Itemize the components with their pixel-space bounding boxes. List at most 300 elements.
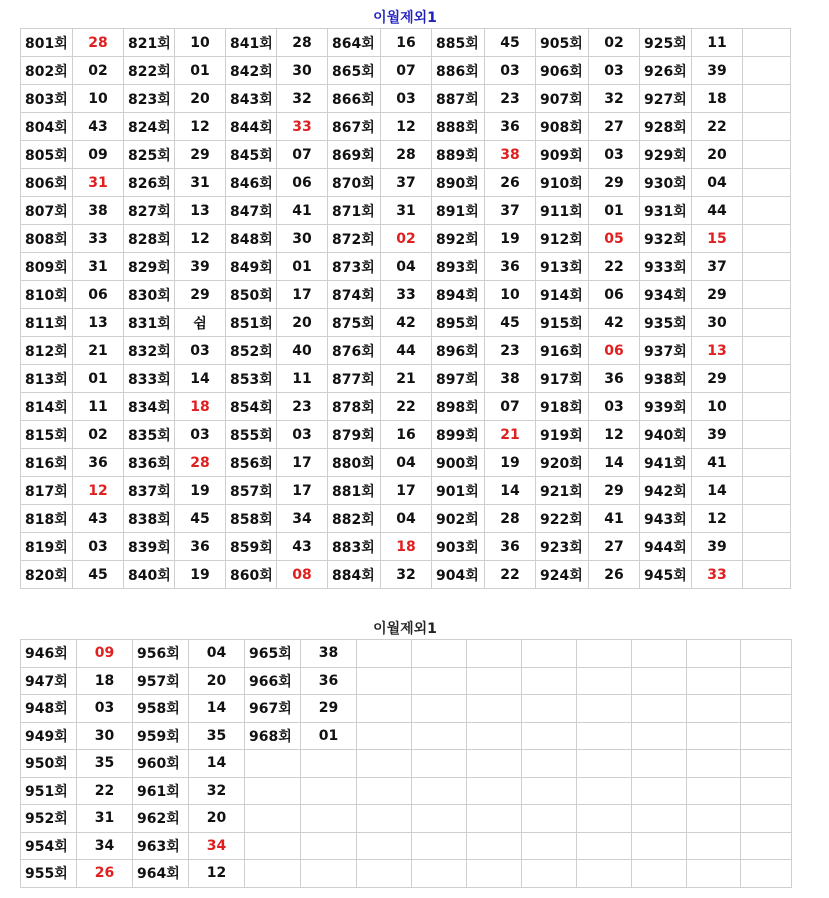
empty-cell <box>743 141 791 169</box>
round-number: 38 <box>485 141 536 169</box>
round-label: 827회 <box>124 197 175 225</box>
round-label: 948회 <box>21 695 77 723</box>
round-number: 13 <box>175 197 226 225</box>
round-label: 960회 <box>133 750 189 778</box>
round-number: 45 <box>73 561 124 589</box>
empty-cell <box>412 805 467 833</box>
round-number: 06 <box>589 281 640 309</box>
round-label: 917회 <box>536 365 589 393</box>
round-label: 932회 <box>640 225 692 253</box>
round-label: 958회 <box>133 695 189 723</box>
empty-cell <box>743 113 791 141</box>
round-label: 885회 <box>432 29 485 57</box>
empty-cell <box>467 695 522 723</box>
empty-cell <box>467 777 522 805</box>
empty-cell <box>632 640 687 668</box>
empty-cell <box>687 805 741 833</box>
round-number: 06 <box>589 337 640 365</box>
round-number: 10 <box>73 85 124 113</box>
round-number: 12 <box>381 113 432 141</box>
table-row <box>21 337 791 365</box>
round-label: 874회 <box>328 281 381 309</box>
empty-cell <box>467 860 522 888</box>
round-label: 954회 <box>21 832 77 860</box>
table-row <box>21 141 791 169</box>
round-number: 35 <box>77 750 133 778</box>
empty-cell <box>743 337 791 365</box>
round-number: 37 <box>485 197 536 225</box>
round-number: 38 <box>485 365 536 393</box>
round-number: 22 <box>77 777 133 805</box>
empty-cell <box>412 777 467 805</box>
round-label: 817회 <box>21 477 73 505</box>
round-number: 28 <box>381 141 432 169</box>
round-number: 22 <box>589 253 640 281</box>
round-number: 09 <box>77 640 133 668</box>
round-label: 909회 <box>536 141 589 169</box>
round-label: 867회 <box>328 113 381 141</box>
round-number: 29 <box>175 141 226 169</box>
round-label: 911회 <box>536 197 589 225</box>
round-number: 26 <box>77 860 133 888</box>
round-number: 10 <box>692 393 743 421</box>
round-number: 36 <box>485 533 536 561</box>
round-number: 19 <box>175 477 226 505</box>
round-label: 916회 <box>536 337 589 365</box>
empty-cell <box>632 805 687 833</box>
round-number: 02 <box>73 57 124 85</box>
round-number: 11 <box>277 365 328 393</box>
round-label: 891회 <box>432 197 485 225</box>
empty-cell <box>522 640 577 668</box>
round-label: 900회 <box>432 449 485 477</box>
round-label: 965회 <box>245 640 301 668</box>
round-number: 03 <box>381 85 432 113</box>
round-number: 06 <box>73 281 124 309</box>
round-number: 23 <box>277 393 328 421</box>
round-label: 894회 <box>432 281 485 309</box>
round-label: 849회 <box>226 253 277 281</box>
round-label: 835회 <box>124 421 175 449</box>
round-label: 807회 <box>21 197 73 225</box>
round-label: 933회 <box>640 253 692 281</box>
round-label: 941회 <box>640 449 692 477</box>
round-number: 28 <box>175 449 226 477</box>
round-label: 831회 <box>124 309 175 337</box>
empty-cell <box>522 805 577 833</box>
round-label: 806회 <box>21 169 73 197</box>
round-label: 829회 <box>124 253 175 281</box>
table-row <box>21 477 791 505</box>
empty-cell <box>743 477 791 505</box>
round-number: 20 <box>175 85 226 113</box>
empty-cell <box>743 309 791 337</box>
empty-cell <box>522 777 577 805</box>
round-number: 12 <box>189 860 245 888</box>
round-number: 02 <box>73 421 124 449</box>
round-number: 45 <box>485 29 536 57</box>
empty-cell <box>577 695 632 723</box>
round-label: 919회 <box>536 421 589 449</box>
round-number: 13 <box>692 337 743 365</box>
round-label: 942회 <box>640 477 692 505</box>
empty-cell <box>467 750 522 778</box>
round-label: 825회 <box>124 141 175 169</box>
round-label: 914회 <box>536 281 589 309</box>
round-label: 944회 <box>640 533 692 561</box>
round-label: 802회 <box>21 57 73 85</box>
round-number: 20 <box>277 309 328 337</box>
round-number: 22 <box>692 113 743 141</box>
round-number: 41 <box>692 449 743 477</box>
round-number: 26 <box>485 169 536 197</box>
round-number: 21 <box>381 365 432 393</box>
table-row <box>21 533 791 561</box>
round-number: 03 <box>589 141 640 169</box>
round-number: 19 <box>485 225 536 253</box>
empty-cell <box>743 169 791 197</box>
round-label: 812회 <box>21 337 73 365</box>
round-number: 43 <box>73 505 124 533</box>
round-label: 892회 <box>432 225 485 253</box>
empty-cell <box>522 832 577 860</box>
empty-cell <box>743 253 791 281</box>
round-label: 931회 <box>640 197 692 225</box>
table-row <box>21 393 791 421</box>
round-number: 23 <box>485 337 536 365</box>
round-number: 42 <box>589 309 640 337</box>
round-number: 33 <box>692 561 743 589</box>
empty-cell <box>743 281 791 309</box>
round-label: 924회 <box>536 561 589 589</box>
round-label: 826회 <box>124 169 175 197</box>
round-number: 18 <box>77 667 133 695</box>
round-label: 810회 <box>21 281 73 309</box>
round-label: 952회 <box>21 805 77 833</box>
round-number: 38 <box>301 640 357 668</box>
round-label: 946회 <box>21 640 77 668</box>
round-number: 20 <box>189 667 245 695</box>
empty-cell <box>357 695 412 723</box>
round-number: 30 <box>277 57 328 85</box>
round-number: 32 <box>381 561 432 589</box>
round-number <box>301 777 357 805</box>
table-row <box>21 365 791 393</box>
round-label: 828회 <box>124 225 175 253</box>
table-row <box>21 505 791 533</box>
round-number: 16 <box>381 421 432 449</box>
empty-cell <box>687 750 741 778</box>
round-label: 858회 <box>226 505 277 533</box>
round-label: 809회 <box>21 253 73 281</box>
round-number: 42 <box>381 309 432 337</box>
round-label: 820회 <box>21 561 73 589</box>
empty-cell <box>687 695 741 723</box>
round-number: 37 <box>381 169 432 197</box>
round-label: 856회 <box>226 449 277 477</box>
round-label: 823회 <box>124 85 175 113</box>
round-table-bottom <box>20 639 792 888</box>
round-number: 12 <box>589 421 640 449</box>
round-number: 18 <box>381 533 432 561</box>
round-label: 830회 <box>124 281 175 309</box>
round-label: 890회 <box>432 169 485 197</box>
round-label: 803회 <box>21 85 73 113</box>
round-number: 03 <box>277 421 328 449</box>
round-label: 822회 <box>124 57 175 85</box>
round-label: 957회 <box>133 667 189 695</box>
round-label: 821회 <box>124 29 175 57</box>
round-label: 801회 <box>21 29 73 57</box>
round-label: 808회 <box>21 225 73 253</box>
empty-cell <box>467 805 522 833</box>
round-label: 879회 <box>328 421 381 449</box>
round-number: 43 <box>277 533 328 561</box>
empty-cell <box>743 505 791 533</box>
round-label: 870회 <box>328 169 381 197</box>
round-number: 29 <box>589 477 640 505</box>
round-label: 824회 <box>124 113 175 141</box>
round-label: 901회 <box>432 477 485 505</box>
round-label: 964회 <box>133 860 189 888</box>
round-number: 13 <box>73 309 124 337</box>
round-label: 873회 <box>328 253 381 281</box>
table-row <box>21 667 792 695</box>
round-number: 12 <box>692 505 743 533</box>
round-number: 36 <box>485 253 536 281</box>
empty-cell <box>577 777 632 805</box>
round-number: 28 <box>485 505 536 533</box>
round-number: 03 <box>77 695 133 723</box>
empty-cell <box>412 640 467 668</box>
round-label: 832회 <box>124 337 175 365</box>
table-row <box>21 640 792 668</box>
round-number: 41 <box>589 505 640 533</box>
empty-cell <box>577 640 632 668</box>
empty-cell <box>577 832 632 860</box>
round-number: 17 <box>277 477 328 505</box>
round-label: 915회 <box>536 309 589 337</box>
round-number: 16 <box>381 29 432 57</box>
round-label: 967회 <box>245 695 301 723</box>
empty-cell <box>357 722 412 750</box>
round-number: 02 <box>589 29 640 57</box>
round-label: 859회 <box>226 533 277 561</box>
empty-cell <box>741 860 792 888</box>
empty-cell <box>743 57 791 85</box>
round-number: 23 <box>485 85 536 113</box>
round-number: 28 <box>277 29 328 57</box>
round-number: 27 <box>589 533 640 561</box>
round-label: 912회 <box>536 225 589 253</box>
empty-cell <box>687 777 741 805</box>
round-number: 03 <box>175 337 226 365</box>
round-number: 29 <box>175 281 226 309</box>
round-label: 906회 <box>536 57 589 85</box>
round-number: 39 <box>175 253 226 281</box>
round-label: 864회 <box>328 29 381 57</box>
round-label: 899회 <box>432 421 485 449</box>
round-label: 839회 <box>124 533 175 561</box>
empty-cell <box>687 640 741 668</box>
round-label: 921회 <box>536 477 589 505</box>
empty-cell <box>357 667 412 695</box>
empty-cell <box>412 667 467 695</box>
round-label: 904회 <box>432 561 485 589</box>
round-label: 961회 <box>133 777 189 805</box>
table-row <box>21 281 791 309</box>
round-label <box>245 805 301 833</box>
empty-cell <box>467 832 522 860</box>
round-number: 07 <box>277 141 328 169</box>
round-label: 963회 <box>133 832 189 860</box>
round-number: 18 <box>692 85 743 113</box>
round-label: 928회 <box>640 113 692 141</box>
empty-cell <box>632 667 687 695</box>
round-number: 06 <box>277 169 328 197</box>
empty-cell <box>741 750 792 778</box>
round-number: 07 <box>485 393 536 421</box>
round-label: 926회 <box>640 57 692 85</box>
round-number <box>301 832 357 860</box>
round-number: 31 <box>175 169 226 197</box>
table-row <box>21 113 791 141</box>
table-row <box>21 225 791 253</box>
empty-cell <box>522 667 577 695</box>
round-label: 846회 <box>226 169 277 197</box>
round-label: 902회 <box>432 505 485 533</box>
round-label: 887회 <box>432 85 485 113</box>
round-label: 838회 <box>124 505 175 533</box>
empty-cell <box>577 722 632 750</box>
round-label: 908회 <box>536 113 589 141</box>
round-label: 884회 <box>328 561 381 589</box>
table-row <box>21 805 792 833</box>
round-label: 818회 <box>21 505 73 533</box>
round-number: 37 <box>692 253 743 281</box>
table-row <box>21 169 791 197</box>
round-label: 930회 <box>640 169 692 197</box>
round-label: 855회 <box>226 421 277 449</box>
round-number: 20 <box>189 805 245 833</box>
round-label: 886회 <box>432 57 485 85</box>
empty-cell <box>741 695 792 723</box>
round-number: 04 <box>381 253 432 281</box>
round-number: 03 <box>589 57 640 85</box>
round-label: 896회 <box>432 337 485 365</box>
round-number: 29 <box>301 695 357 723</box>
round-number: 26 <box>589 561 640 589</box>
round-label: 927회 <box>640 85 692 113</box>
table-row <box>21 57 791 85</box>
round-label: 845회 <box>226 141 277 169</box>
empty-cell <box>357 832 412 860</box>
round-number: 45 <box>175 505 226 533</box>
empty-cell <box>467 722 522 750</box>
round-label: 907회 <box>536 85 589 113</box>
empty-cell <box>467 667 522 695</box>
round-number: 01 <box>589 197 640 225</box>
round-number: 04 <box>381 505 432 533</box>
round-label: 939회 <box>640 393 692 421</box>
round-number: 14 <box>189 750 245 778</box>
round-number: 29 <box>589 169 640 197</box>
round-number: 03 <box>589 393 640 421</box>
round-number: 28 <box>73 29 124 57</box>
round-label: 910회 <box>536 169 589 197</box>
empty-cell <box>412 832 467 860</box>
round-number: 36 <box>485 113 536 141</box>
round-label: 918회 <box>536 393 589 421</box>
round-number: 01 <box>73 365 124 393</box>
round-label: 895회 <box>432 309 485 337</box>
round-number: 44 <box>692 197 743 225</box>
round-number: 08 <box>277 561 328 589</box>
round-label: 860회 <box>226 561 277 589</box>
empty-cell <box>577 750 632 778</box>
round-number: 35 <box>189 722 245 750</box>
round-number: 31 <box>77 805 133 833</box>
round-label: 871회 <box>328 197 381 225</box>
round-label: 943회 <box>640 505 692 533</box>
empty-cell <box>412 750 467 778</box>
empty-cell <box>357 750 412 778</box>
round-number: 33 <box>277 113 328 141</box>
round-number: 33 <box>381 281 432 309</box>
round-number: 14 <box>692 477 743 505</box>
round-label: 922회 <box>536 505 589 533</box>
round-label: 923회 <box>536 533 589 561</box>
round-label: 847회 <box>226 197 277 225</box>
round-label: 938회 <box>640 365 692 393</box>
empty-cell <box>743 533 791 561</box>
empty-cell <box>741 777 792 805</box>
table-row <box>21 85 791 113</box>
round-number: 쉼 <box>175 309 226 337</box>
empty-cell <box>357 860 412 888</box>
round-number: 29 <box>692 365 743 393</box>
round-label: 814회 <box>21 393 73 421</box>
round-label: 959회 <box>133 722 189 750</box>
empty-cell <box>743 365 791 393</box>
table-row <box>21 29 791 57</box>
round-number: 12 <box>73 477 124 505</box>
round-number: 03 <box>73 533 124 561</box>
round-label: 962회 <box>133 805 189 833</box>
empty-cell <box>357 805 412 833</box>
round-number: 01 <box>175 57 226 85</box>
empty-cell <box>577 667 632 695</box>
round-label: 920회 <box>536 449 589 477</box>
table-title-bottom: 이월제외1 <box>373 621 437 637</box>
round-label: 840회 <box>124 561 175 589</box>
empty-cell <box>741 722 792 750</box>
round-number: 14 <box>485 477 536 505</box>
round-number: 31 <box>73 169 124 197</box>
round-label: 816회 <box>21 449 73 477</box>
empty-cell <box>687 860 741 888</box>
round-number: 07 <box>381 57 432 85</box>
round-label: 881회 <box>328 477 381 505</box>
empty-cell <box>743 225 791 253</box>
round-label <box>245 860 301 888</box>
empty-cell <box>467 640 522 668</box>
round-number: 43 <box>73 113 124 141</box>
empty-cell <box>522 750 577 778</box>
round-label: 857회 <box>226 477 277 505</box>
round-label <box>245 832 301 860</box>
round-label: 913회 <box>536 253 589 281</box>
